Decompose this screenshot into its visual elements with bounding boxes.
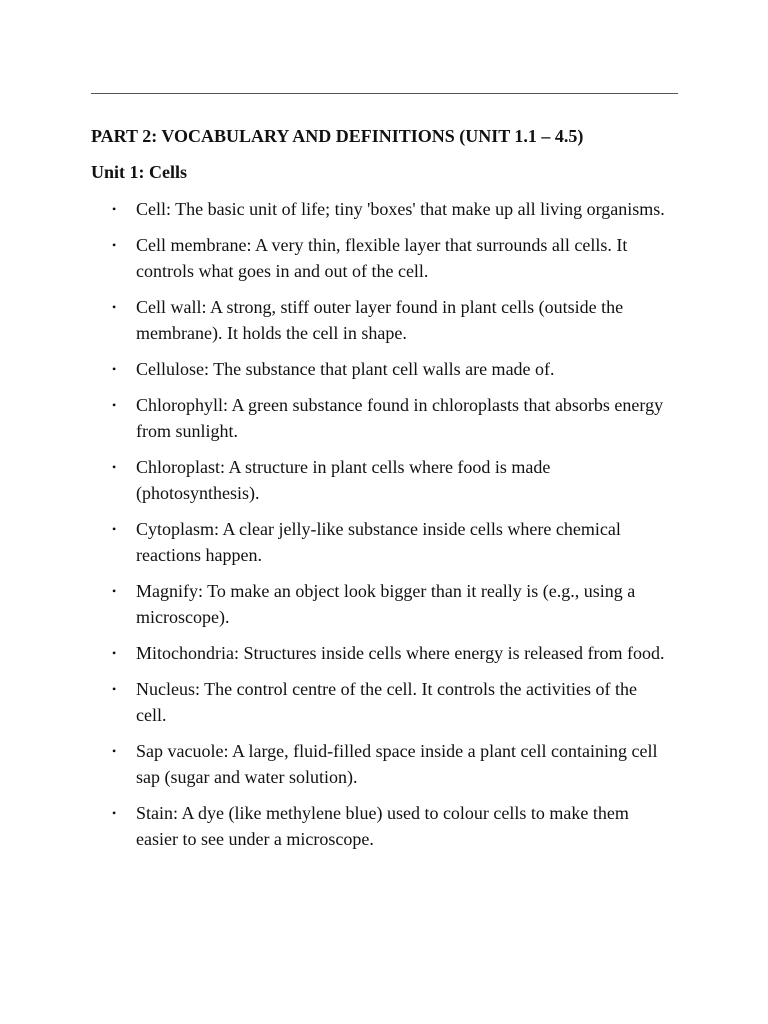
bullet-icon: •	[112, 398, 117, 412]
definition-text: Sap vacuole: A large, fluid-filled space inside a plant cell containing cell sap (sugar and water solution).	[136, 741, 658, 787]
definition-text: Cytoplasm: A clear jelly-like substance inside cells where chemical reactions happen.	[136, 519, 621, 565]
definition-text: Chloroplast: A structure in plant cells where food is made (photosynthesis).	[136, 457, 551, 503]
unit-heading: Unit 1: Cells	[91, 162, 187, 182]
list-item	[91, 356, 671, 382]
list-item	[91, 516, 671, 568]
definition-text: Mitochondria: Structures inside cells where energy is released from food.	[136, 643, 665, 663]
bullet-icon: •	[112, 646, 117, 660]
definition-text: Cell membrane: A very thin, flexible layer that surrounds all cells. It controls what goes in and out of the cell.	[136, 235, 628, 281]
list-item	[91, 738, 671, 790]
vocabulary-list	[91, 196, 671, 862]
bullet-icon: •	[112, 460, 117, 474]
list-item	[91, 294, 671, 346]
list-item	[91, 578, 671, 630]
bullet-icon: •	[112, 682, 117, 696]
list-item	[91, 454, 671, 506]
definition-text: Cell wall: A strong, stiff outer layer found in plant cells (outside the membrane). It holds the cell in shape.	[136, 297, 624, 343]
definition-text: Cellulose: The substance that plant cell walls are made of.	[136, 359, 555, 379]
bullet-icon: •	[112, 744, 117, 758]
definition-text: Chlorophyll: A green substance found in chloroplasts that absorbs energy from sunlight.	[136, 395, 664, 441]
definition-text: Cell: The basic unit of life; tiny 'boxes' that make up all living organisms.	[136, 199, 665, 219]
list-item	[91, 196, 671, 222]
bullet-icon: •	[112, 202, 117, 216]
bullet-icon: •	[112, 806, 117, 820]
definition-text: Stain: A dye (like methylene blue) used to colour cells to make them easier to see under a microscope.	[136, 803, 629, 849]
bullet-icon: •	[112, 584, 117, 598]
list-item	[91, 800, 671, 852]
bullet-icon: •	[112, 362, 117, 376]
list-item	[91, 676, 671, 728]
list-item	[91, 232, 671, 284]
bullet-icon: •	[112, 300, 117, 314]
definition-text: Nucleus: The control centre of the cell. It controls the activities of the cell.	[136, 679, 637, 725]
bullet-icon: •	[112, 238, 117, 252]
part-heading: PART 2: VOCABULARY AND DEFINITIONS (UNIT 1.1 – 4.5)	[91, 126, 584, 146]
list-item	[91, 640, 671, 666]
definition-text: Magnify: To make an object look bigger than it really is (e.g., using a microscope).	[136, 581, 636, 627]
list-item	[91, 392, 671, 444]
horizontal-rule	[91, 93, 678, 94]
bullet-icon: •	[112, 522, 117, 536]
